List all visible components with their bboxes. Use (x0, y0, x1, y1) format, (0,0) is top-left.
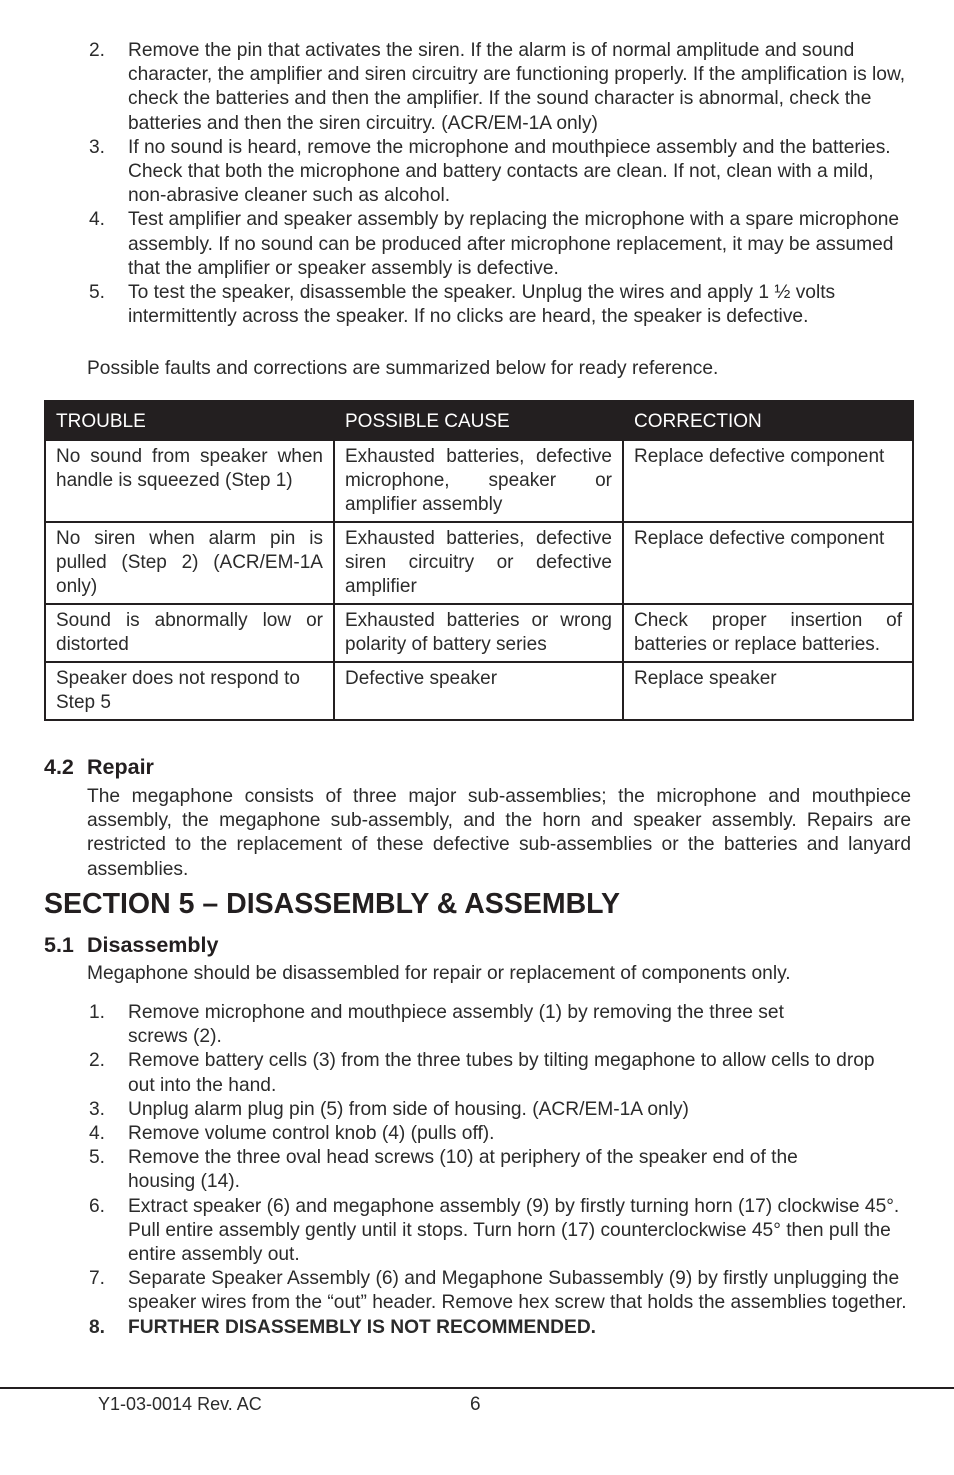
step-number: 5. (89, 1147, 106, 1169)
step-text: Test amplifier and speaker assembly by replacing the microphone with a spare microphone assembly. If no sound can be produced after microphone replacement, it may be assumed that the amplifier or speaker assembly is defective. (128, 209, 900, 279)
disassembly-title: Disassembly (87, 933, 219, 957)
step-number: 7. (89, 1268, 106, 1290)
correction-cell: Check proper insertion of batteries or replace batteries. (623, 604, 913, 662)
disassembly-number: 5.1 (44, 933, 74, 957)
cause-cell: Defective speaker (334, 662, 623, 720)
table-header-row (45, 401, 913, 440)
step-text: Remove the pin that activates the siren. If the alarm is of normal amplitude and sound character, the amplifier and siren circuitry are functioning properly. If the amplification is low, check the batteries and then the amplifier. If the sound character is abnormal, check the batteries and then the siren circuitry. (ACR/EM-1A only) (128, 40, 906, 134)
step-text: Separate Speaker Assembly (6) and Megaphone Subassembly (9) by firstly unplugging the speaker wires from the “out” header. Remove hex screw that holds the assemblies together. (128, 1268, 907, 1314)
step-text: FURTHER DISASSEMBLY IS NOT RECOMMENDED. (128, 1316, 597, 1338)
step-number: 2. (89, 40, 106, 61)
list-item (0, 281, 954, 329)
step-text: Remove battery cells (3) from the three tubes by tilting megaphone to allow cells to drop out into the hand. (128, 1050, 875, 1096)
repair-number: 4.2 (44, 755, 74, 779)
list-item (0, 1049, 954, 1097)
list-item (0, 136, 954, 209)
list-item (0, 1316, 954, 1340)
table-row (45, 440, 913, 522)
footer-divider (0, 1387, 954, 1389)
disassembly-steps (0, 1001, 954, 1340)
step-number: 5. (89, 282, 106, 304)
step-text: Extract speaker (6) and megaphone assembly (9) by firstly turning horn (17) clockwise 45°. Pull entire assembly gently until it stops. Turn horn (17) counterclockwise 45° then pull the entire assembly out. (128, 1195, 900, 1266)
section-5-title: SECTION 5 – DISASSEMBLY & ASSEMBLY (44, 888, 620, 920)
list-item (0, 1146, 954, 1194)
step-number: 8. (89, 1316, 106, 1338)
table-row (45, 662, 913, 720)
troubleshooting-steps (0, 39, 954, 329)
document-id: Y1-03-0014 Rev. AC (98, 1394, 262, 1414)
list-item (0, 1195, 954, 1268)
col-header-cause: POSSIBLE CAUSE (334, 401, 623, 440)
cause-cell: Exhausted batteries or wrong polarity of battery series (334, 604, 623, 662)
list-item (0, 208, 954, 281)
faults-table (44, 400, 914, 721)
trouble-cell: Sound is abnormally low or distorted (45, 604, 334, 662)
step-number: 4. (89, 1123, 106, 1145)
cause-cell: Exhausted batteries, defective microphone, speaker or amplifier assembly (334, 440, 623, 522)
correction-cell: Replace defective component (623, 440, 913, 522)
step-number: 4. (89, 209, 106, 231)
trouble-cell: Speaker does not respond to Step 5 (45, 662, 334, 720)
faults-intro: Possible faults and corrections are summarized below for ready reference. (87, 358, 719, 379)
disassembly-intro: Megaphone should be disassembled for repair or replacement of components only. (87, 963, 791, 984)
list-item (0, 1001, 954, 1049)
step-number: 2. (89, 1050, 106, 1072)
step-text: Remove volume control knob (4) (pulls off). (128, 1123, 495, 1145)
step-text: If no sound is heard, remove the microphone and mouthpiece assembly and the batteries. Check that both the microphone and battery contacts are clean. If not, clean with a mild, non-abrasive cleaner such as alcohol. (128, 136, 891, 207)
table-row (45, 522, 913, 604)
col-header-trouble: TROUBLE (45, 401, 334, 440)
step-text: Remove the three oval head screws (10) at periphery of the speaker end of the housing (14). (128, 1147, 798, 1193)
page-number: 6 (470, 1394, 481, 1415)
list-item (0, 1098, 954, 1122)
correction-cell: Replace defective component (623, 522, 913, 604)
list-item (0, 39, 954, 136)
repair-body: The megaphone consists of three major sub-assemblies; the microphone and mouthpiece assembly, the megaphone sub-assembly, and the horn and speaker assembly. Repairs are restricted to the replacement of these defective sub-assemblies or the batteries and lanyard assemblies. (87, 786, 911, 880)
step-text: Unplug alarm plug pin (5) from side of housing. (ACR/EM-1A only) (128, 1098, 689, 1120)
step-number: 6. (89, 1195, 106, 1217)
col-header-correction: CORRECTION (623, 401, 913, 440)
list-item (0, 1122, 954, 1146)
step-number: 3. (89, 1098, 106, 1120)
trouble-cell: No sound from speaker when handle is squeezed (Step 1) (45, 440, 334, 522)
table-row (45, 604, 913, 662)
repair-heading (44, 754, 154, 780)
step-text: To test the speaker, disassemble the speaker. Unplug the wires and apply 1 ½ volts intermittently across the speaker. If no clicks are heard, the speaker is defective. (128, 282, 836, 328)
trouble-cell: No siren when alarm pin is pulled (Step 2) (ACR/EM-1A only) (45, 522, 334, 604)
correction-cell: Replace speaker (623, 662, 913, 720)
repair-title: Repair (87, 755, 154, 779)
cause-cell: Exhausted batteries, defective siren circuitry or defective amplifier (334, 522, 623, 604)
step-number: 1. (89, 1002, 106, 1023)
step-number: 3. (89, 136, 106, 158)
list-item (0, 1267, 954, 1315)
disassembly-heading (44, 932, 218, 958)
step-text: Remove microphone and mouthpiece assembly (1) by removing the three set screws (2). (128, 1002, 784, 1048)
